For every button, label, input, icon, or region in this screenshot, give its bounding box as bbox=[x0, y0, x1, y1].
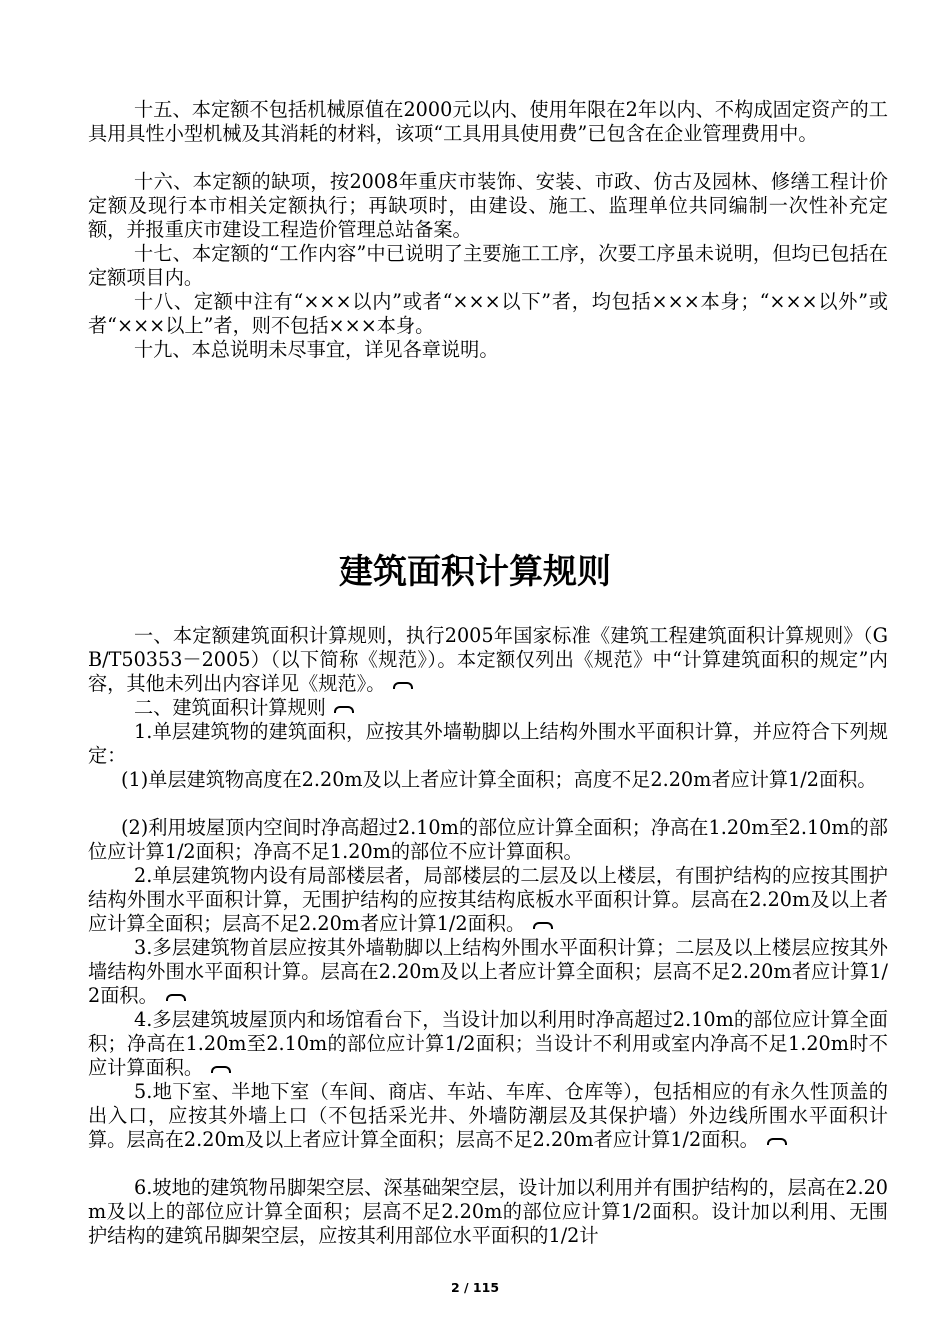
edit-mark-icon bbox=[767, 1138, 787, 1145]
rule-item-1-a: (1)单层建筑物高度在2.20m及以上者应计算全面积；高度不足2.20m者应计算1/2面积。 bbox=[121, 768, 877, 791]
rule-item-2-text: 2.单层建筑物内设有局部楼层者，局部楼层的二层及以上楼层，有围护结构的应按其围护结构外围水平面积计算，无围护结构的应按其结构底板水平面积计算。层高在2.20m及以上者应计算全面积；层高不足2.20m者应计算1/2面积。 bbox=[88, 864, 888, 935]
section-title: 建筑面积计算规则 bbox=[339, 552, 611, 592]
rule-item-5 bbox=[88, 1080, 888, 1152]
paragraph-18: 十八、定额中注有“×××以内”或者“×××以下”者，均包括×××本身；“×××以外”或者“×××以上”者，则不包括×××本身。 bbox=[88, 290, 888, 337]
edit-mark-icon bbox=[393, 682, 413, 689]
rule-item-3-text: 3.多层建筑物首层应按其外墙勒脚以上结构外围水平面积计算；二层及以上楼层应按其外墙结构外围水平面积计算。层高在2.20m及以上者应计算全面积；层高不足2.20m者应计算1/2面积。 bbox=[88, 936, 888, 1007]
rule-item-2 bbox=[88, 864, 888, 936]
paragraph-16: 十六、本定额的缺项，按2008年重庆市装饰、安装、市政、仿古及园林、修缮工程计价定额及现行本市相关定额执行；再缺项时，由建设、施工、监理单位共同编制一次性补充定额，并报重庆市建设工程造价管理总站备案。 bbox=[88, 170, 888, 241]
rule-paragraph-1 bbox=[88, 624, 888, 696]
rule-item-3 bbox=[88, 936, 888, 1008]
rule-item-4 bbox=[88, 1008, 888, 1080]
paragraph-17: 十七、本定额的“工作内容”中已说明了主要施工工序，次要工序虽未说明，但均已包括在定额项目内。 bbox=[88, 242, 888, 289]
edit-mark-icon bbox=[533, 922, 553, 929]
edit-mark-icon bbox=[166, 994, 186, 1001]
rule-text-2: 二、建筑面积计算规则 bbox=[134, 696, 326, 719]
edit-mark-icon bbox=[211, 1066, 231, 1073]
rule-paragraph-2 bbox=[88, 696, 888, 720]
page-number: 2 / 115 bbox=[450, 1280, 500, 1295]
rule-item-1: 1.单层建筑物的建筑面积，应按其外墙勒脚以上结构外围水平面积计算，并应符合下列规定： bbox=[88, 720, 888, 767]
edit-mark-icon bbox=[334, 706, 354, 713]
rule-text-1: 一、本定额建筑面积计算规则，执行2005年国家标准《建筑工程建筑面积计算规则》（GB/T50353－2005）（以下简称《规范》）。本定额仅列出《规范》中“计算建筑面积的规定”内容，其他未列出内容详见《规范》。 bbox=[88, 624, 888, 695]
paragraph-19: 十九、本总说明未尽事宜，详见各章说明。 bbox=[134, 338, 499, 361]
paragraph-15: 十五、本定额不包括机械原值在2000元以内、使用年限在2年以内、不构成固定资产的工具用具性小型机械及其消耗的材料，该项“工具用具使用费”已包含在企业管理费用中。 bbox=[88, 98, 888, 145]
rule-item-4-text: 4.多层建筑坡屋顶内和场馆看台下，当设计加以利用时净高超过2.10m的部位应计算全面积；净高在1.20m至2.10m的部位应计算1/2面积；当设计不利用或室内净高不足1.20m时不应计算面积。 bbox=[88, 1008, 888, 1079]
rule-item-5-text: 5.地下室、半地下室（车间、商店、车站、车库、仓库等），包括相应的有永久性顶盖的出入口，应按其外墙上口（不包括采光井、外墙防潮层及其保护墙）外边线所围水平面积计算。层高在2.20m及以上者应计算全面积；层高不足2.20m者应计算1/2面积。 bbox=[88, 1080, 888, 1151]
rule-item-1-b: (2)利用坡屋顶内空间时净高超过2.10m的部位应计算全面积；净高在1.20m至2.10m的部位应计算1/2面积；净高不足1.20m的部位不应计算面积。 bbox=[88, 816, 888, 863]
rule-item-6: 6.坡地的建筑物吊脚架空层、深基础架空层，设计加以利用并有围护结构的，层高在2.20m及以上的部位应计算全面积；层高不足2.20m的部位应计算1/2面积。设计加以利用、无围护结构的建筑吊脚架空层，应按其利用部位水平面积的1/2计 bbox=[88, 1176, 888, 1247]
